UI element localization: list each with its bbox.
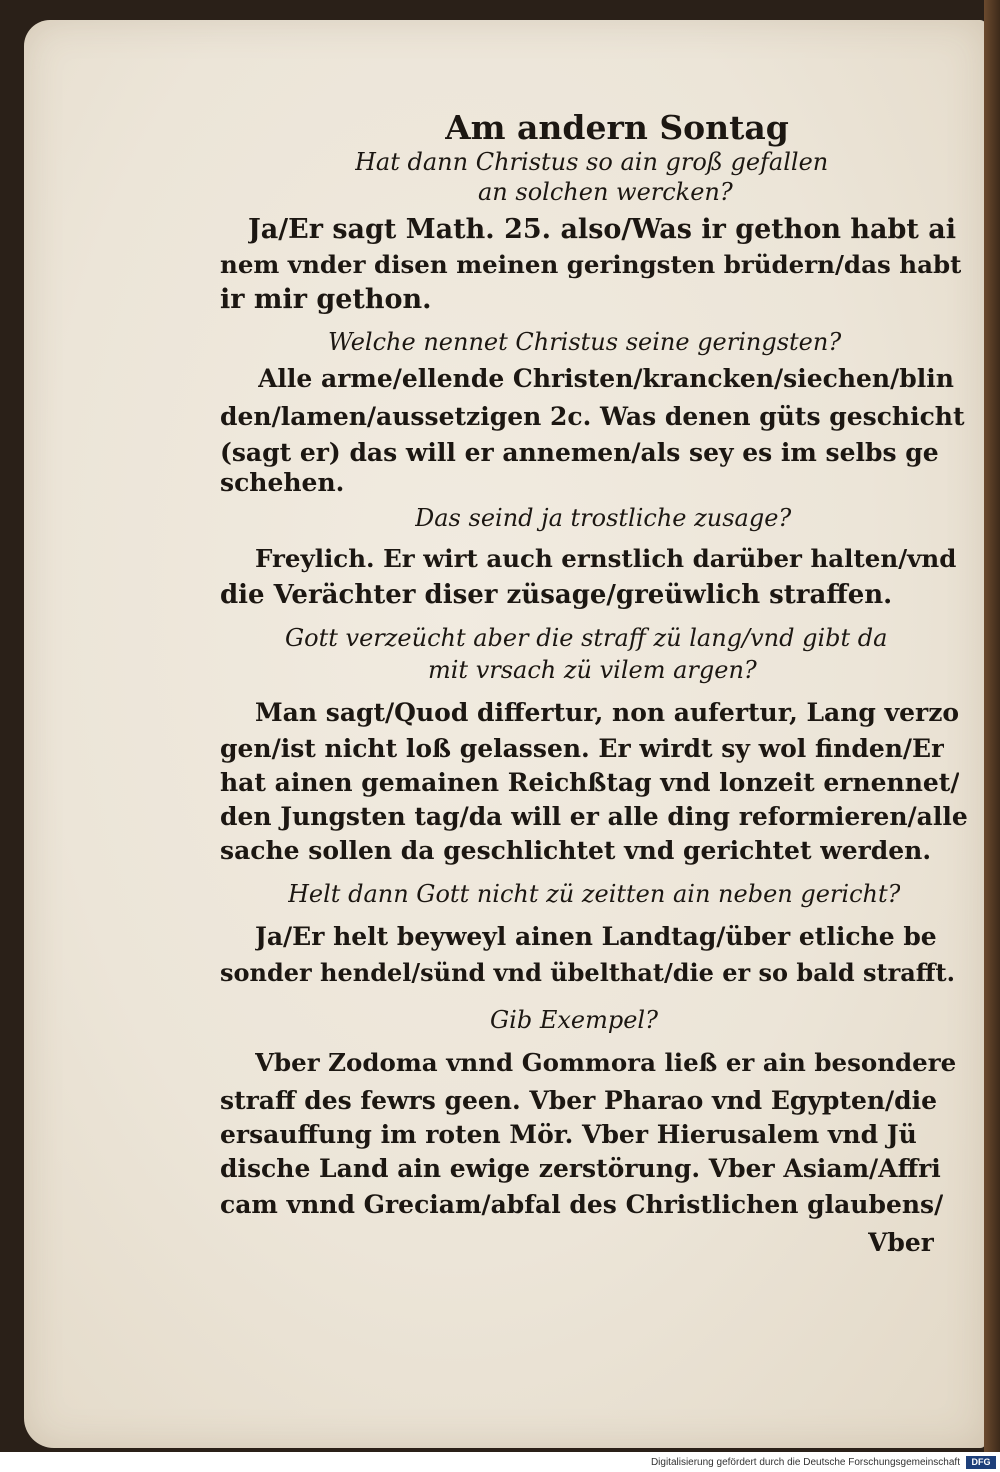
catchword: Vber: [868, 1228, 934, 1257]
text-line: nem vnder disen meinen geringsten brüdern/das habt: [220, 250, 962, 279]
text-line: Gott verzeücht aber die straff zü lang/vnd gibt da: [285, 624, 888, 652]
running-head: Am andern Sontag: [445, 108, 789, 147]
book-spine: [984, 0, 1000, 1452]
text-line: Ja/Er helt beyweyl ainen Landtag/über etliche be: [255, 922, 937, 951]
text-line: cam vnnd Greciam/abfal des Christlichen glaubens/: [220, 1190, 944, 1219]
dfg-logo-icon[interactable]: DFG: [966, 1456, 996, 1469]
text-line: straff des fewrs geen. Vber Pharao vnd Egypten/die: [220, 1086, 938, 1115]
text-line: Vber Zodoma vnnd Gommora ließ er ain besondere: [255, 1048, 957, 1077]
text-line: hat ainen gemainen Reichßtag vnd lonzeit ernennet/: [220, 768, 960, 797]
text-line: schehen.: [220, 468, 345, 497]
text-line: ir mir gethon.: [220, 284, 432, 315]
text-line: den/lamen/aussetzigen 2c. Was denen güts geschicht: [220, 402, 965, 431]
text-line: Freylich. Er wirt auch ernstlich darüber halten/vnd: [255, 544, 957, 573]
text-line: Das seind ja trostliche zusage?: [415, 504, 792, 532]
funding-credit: Digitalisierung gefördert durch die Deutsche Forschungsgemeinschaft: [650, 1457, 960, 1468]
text-line: Hat dann Christus so ain groß gefallen: [355, 148, 829, 176]
text-line: Alle arme/ellende Christen/krancken/siechen/blin: [258, 364, 954, 393]
text-line: ersauffung im roten Mör. Vber Hierusalem vnd Jü: [220, 1120, 917, 1149]
text-line: dische Land ain ewige zerstörung. Vber Asiam/Affri: [220, 1154, 941, 1183]
text-line: Ja/Er sagt Math. 25. also/Was ir gethon habt ai: [248, 214, 957, 245]
text-line: die Verächter diser züsage/greüwlich straffen.: [220, 580, 893, 610]
text-line: Man sagt/Quod differtur, non aufertur, Lang verzo: [255, 698, 960, 727]
text-line: Welche nennet Christus seine geringsten?: [328, 328, 842, 356]
text-line: Helt dann Gott nicht zü zeitten ain neben gericht?: [288, 880, 901, 908]
text-line: Gib Exempel?: [490, 1006, 658, 1034]
text-line: an solchen wercken?: [478, 178, 733, 206]
text-line: sonder hendel/sünd vnd übelthat/die er so bald strafft.: [220, 958, 955, 987]
text-line: sache sollen da geschlichtet vnd gerichtet werden.: [220, 836, 932, 865]
text-line: (sagt er) das will er annemen/als sey es im selbs ge: [220, 438, 939, 467]
text-line: mit vrsach zü vilem argen?: [428, 656, 757, 684]
text-line: gen/ist nicht loß gelassen. Er wirdt sy wol finden/Er: [220, 734, 945, 763]
digitization-footer: [0, 1452, 1000, 1472]
text-line: den Jungsten tag/da will er alle ding reformieren/alle: [220, 802, 968, 831]
